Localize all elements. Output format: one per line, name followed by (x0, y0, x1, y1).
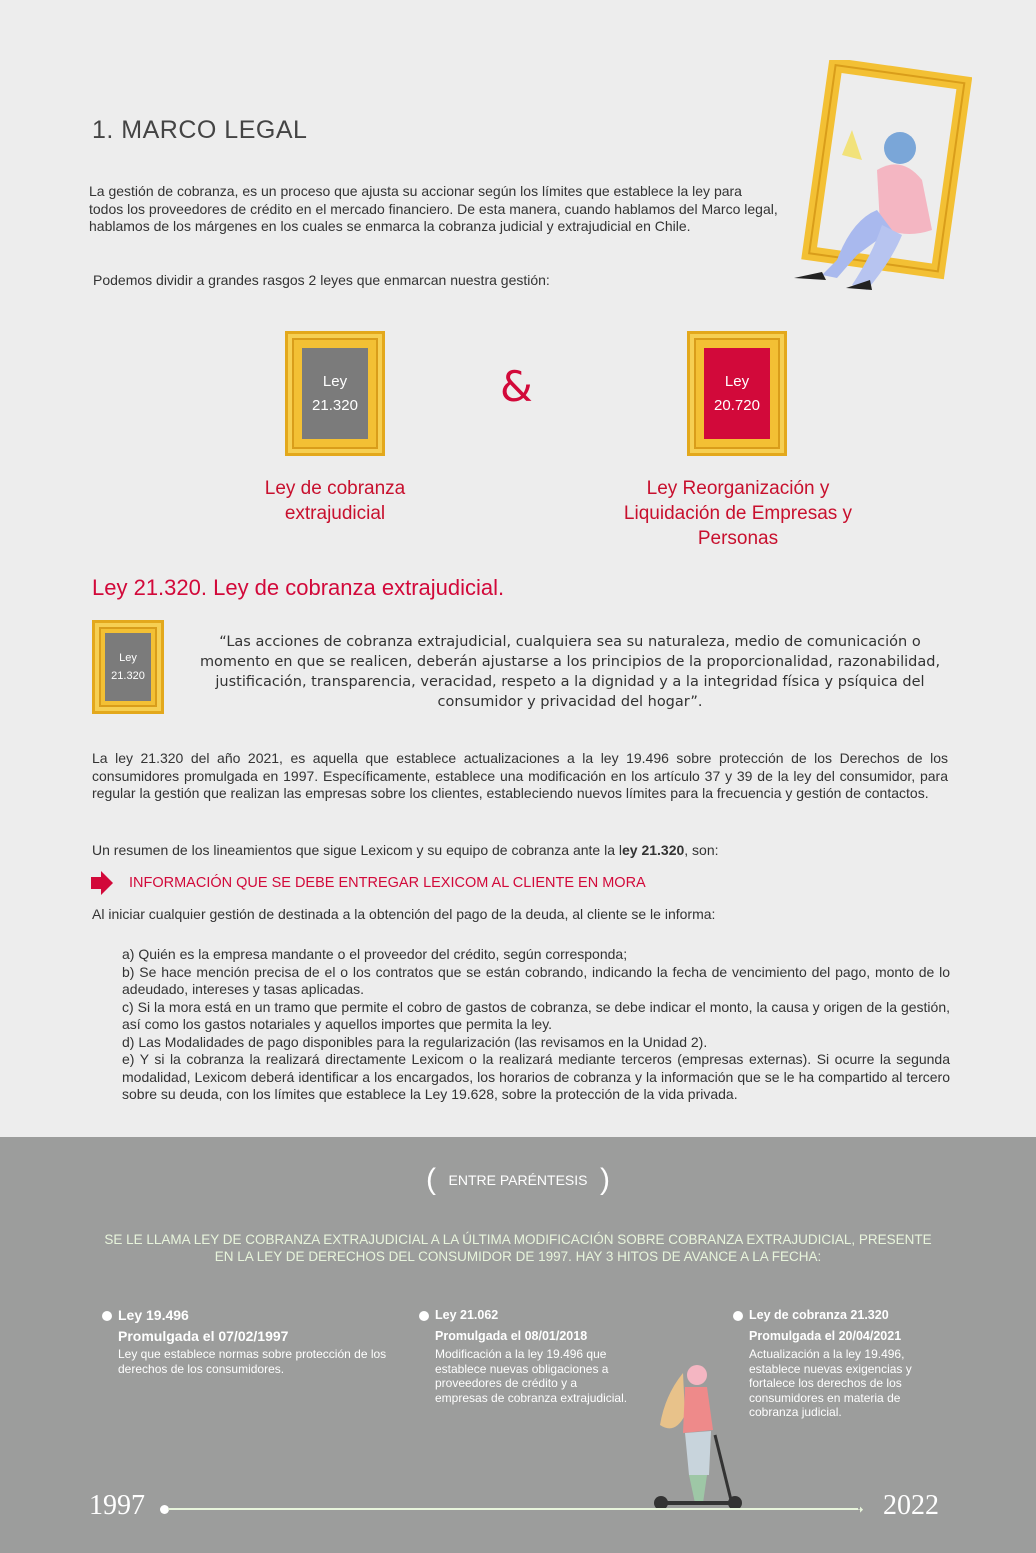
parenthesis-label: ( ENTRE PARÉNTESIS ) (426, 1163, 610, 1196)
law-frame-21320 (285, 331, 385, 456)
summary-line: Un resumen de los lineamientos que sigue Lexicom y su equipo de cobranza ante la ley 21.320, son: (92, 842, 719, 858)
timeline-line (168, 1508, 858, 1510)
woman-in-frame-illustration (782, 60, 972, 300)
milestone-2: Ley 21.062 Promulgada el 08/01/2018 Modificación a la ley 19.496 que establece nuevas obligaciones a proveedores de crédito y a empresas de cobranza extrajudicial. (419, 1308, 629, 1405)
law-title-21320: Ley de cobranza extrajudicial (264, 478, 406, 524)
info-intro: Al iniciar cualquier gestión de destinada a la obtención del pago de la deuda, al cliente se le informa: (92, 906, 716, 922)
arrow-right-icon (91, 871, 113, 895)
info-heading: INFORMACIÓN QUE SE DEBE ENTREGAR LEXICOM AL CLIENTE EN MORA (129, 875, 646, 891)
law-word: Ley (119, 652, 137, 664)
law-frame-20720 (687, 331, 787, 456)
info-list (122, 946, 950, 1104)
year-start: 1997 (89, 1490, 145, 1521)
milestone-3: Ley de cobranza 21.320 Promulgada el 20/04/2021 Actualización a la ley 19.496, establece nuevas exigencias y fortalece los derechos de los consumidores en materia de cobranza judicial. (733, 1308, 938, 1420)
list-item: e) Y si la cobranza la realizará directamente Lexicom o la realizará mediante terceros (empresas externas). Si ocurre la segunda modalidad, Lexicom deberá identificar a los encargados, los horarios de cobranza y la información que se le ha compartido al tercero sobre su deuda, con los límites que establece la Ley 19.628, sobre la protección de la vida privada. (122, 1051, 950, 1102)
page-title: 1. MARCO LEGAL (92, 116, 308, 144)
ampersand: & (500, 362, 533, 411)
list-item: a) Quién es la empresa mandante o el proveedor del crédito, según corresponda; (122, 946, 628, 962)
list-item: c) Si la mora está en un tramo que permite el cobro de gastos de cobranza, se debe indicar el monto, la causa y origen de la gestión, así como los gastos notariales y aquellos importes que permita la ley. (122, 998, 950, 1032)
law-word: Ley (724, 372, 750, 390)
intro-paragraph: La gestión de cobranza, es un proceso que ajusta su accionar según los límites que establece la ley para todos los proveedores de crédito en el mercado financiero. De esta manera, cuando hablamos del Marco legal, hablamos de los márgenes en los cuales se enmarca la cobranza judicial y extrajudicial en Chile. (89, 183, 778, 234)
bullet-icon (419, 1311, 429, 1321)
body-paragraph: La ley 21.320 del año 2021, es aquella que establece actualizaciones a la ley 19.496 sobre protección de los Derechos de los consumidores promulgada en 1997. Específicamente, establece una modificación en los artículo 37 y 39 de la ley del consumidor, para regular la gestión que realizan las empresas sobre los clientes, estableciendo nuevos límites para la frecuencia y gestión de contactos. (92, 750, 948, 801)
entre-parentesis-section (0, 1137, 1036, 1553)
banner-text: SE LE LLAMA LEY DE COBRANZA EXTRAJUDICIAL A LA ÚLTIMA MODIFICACIÓN SOBRE COBRANZA EXTRAJUDICIAL, PRESENTE EN LA LEY DE DERECHOS DEL CONSUMIDOR DE 1997. HAY 3 HITOS DE AVANCE A LA FECHA: (104, 1232, 932, 1264)
law-title-20720: Ley Reorganización y Liquidación de Empresas y Personas (623, 478, 853, 549)
law-quote: “Las acciones de cobranza extrajudicial, cualquiera sea su naturaleza, medio de comunicación o momento en que se realicen, deberán ajustarse a los principios de la proporcionalidad, razonabilidad, justificación, transparencia, veracidad, respeto a la dignidad y a la integridad física y psíquica del consumidor y privacidad del hogar”. (199, 634, 941, 710)
law-number: 21.320 (111, 670, 145, 682)
small-law-frame (92, 620, 164, 714)
bullet-icon (102, 1311, 112, 1321)
law-word: Ley (322, 372, 348, 390)
law-number: 21.320 (312, 396, 358, 414)
milestone-1: Ley 19.496 Promulgada el 07/02/1997 Ley que establece normas sobre protección de los derechos de los consumidores. (102, 1308, 392, 1376)
section-subheading: Ley 21.320. Ley de cobranza extrajudicial. (92, 575, 505, 600)
list-item: b) Se hace mención precisa de el o los contratos que se están cobrando, indicando la fecha de vencimiento del pago, monto de lo adeudado, intereses y tasas aplicadas. (122, 963, 950, 997)
divide-text: Podemos dividir a grandes rasgos 2 leyes que enmarcan nuestra gestión: (93, 272, 550, 288)
woman-on-scooter-illustration (645, 1355, 755, 1515)
arrow-right-icon: ➝ (852, 1501, 864, 1517)
list-item: d) Las Modalidades de pago disponibles para la regularización (las revisamos en la Unidad 2). (122, 1033, 708, 1050)
law-number: 20.720 (714, 396, 760, 414)
year-end: 2022 (883, 1490, 939, 1521)
bullet-icon (733, 1311, 743, 1321)
